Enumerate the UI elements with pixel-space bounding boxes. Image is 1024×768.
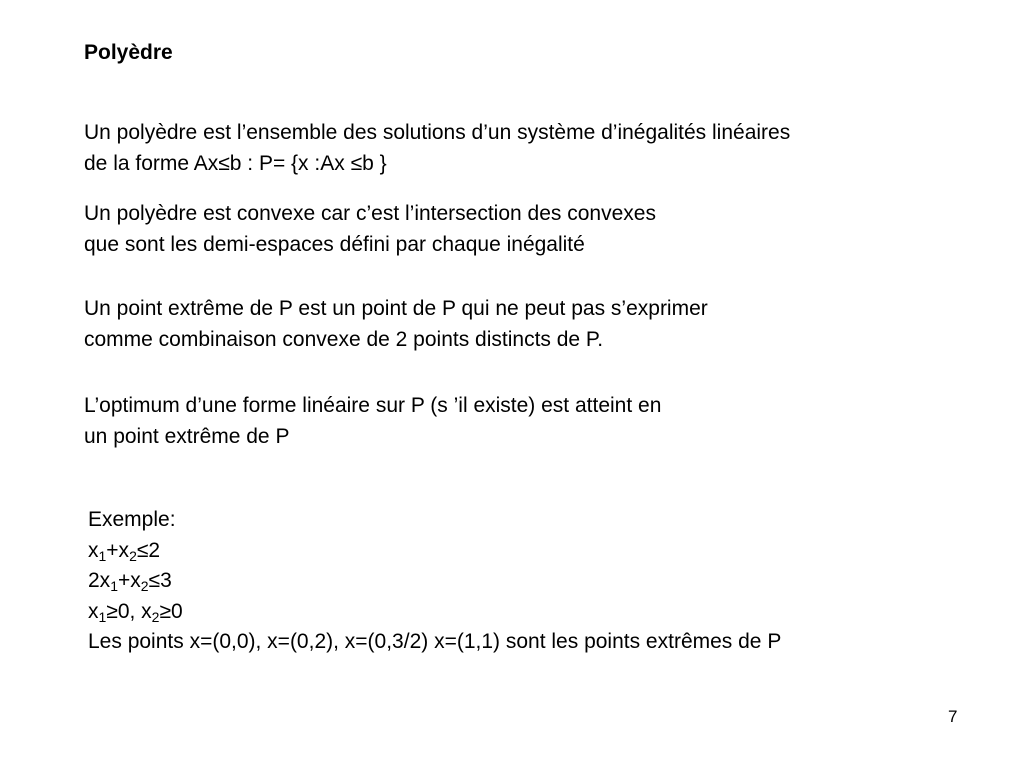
- term: ≤3: [148, 569, 172, 592]
- definition-paragraph: [84, 117, 790, 179]
- term: ≥0, x: [106, 599, 152, 623]
- text-line: Un polyèdre est l’ensemble des solutions d’un système d’inégalités linéaires: [84, 121, 791, 144]
- convexity-paragraph: [84, 198, 656, 260]
- text-line: Un polyèdre est convexe car c’est l’intersection des convexes: [84, 202, 656, 225]
- term: 2x: [88, 569, 111, 592]
- subscript: 1: [98, 608, 107, 625]
- constraint-2: [88, 566, 781, 597]
- term: +x: [117, 569, 141, 592]
- extreme-point-paragraph: [84, 293, 708, 355]
- optimum-paragraph: [84, 390, 661, 452]
- text-line: Un point extrême de P est un point de P qui ne peut pas s’exprimer: [84, 297, 708, 320]
- text-line: L’optimum d’une forme linéaire sur P (s ’il existe) est atteint en: [84, 394, 662, 417]
- text-line: un point extrême de P: [84, 425, 290, 448]
- slide-title: Polyèdre: [84, 41, 173, 64]
- page-number: 7: [948, 707, 958, 726]
- text-line: que sont les demi-espaces défini par chaque inégalité: [84, 233, 585, 256]
- term: x: [88, 538, 99, 562]
- subscript: 1: [98, 547, 107, 564]
- text-line: de la forme Ax≤b : P= {x :Ax ≤b }: [84, 152, 387, 175]
- term: ≤2: [136, 538, 161, 562]
- example-heading: Exemple:: [88, 508, 176, 531]
- term: +x: [106, 538, 130, 562]
- subscript: 2: [140, 578, 149, 594]
- subscript: 2: [129, 547, 137, 564]
- example-block: [88, 505, 781, 658]
- text-line: comme combinaison convexe de 2 points distincts de P.: [84, 328, 604, 351]
- subscript: 2: [151, 608, 160, 625]
- term: x: [88, 599, 99, 623]
- term: ≥0: [159, 599, 183, 623]
- constraint-1: [88, 536, 781, 567]
- subscript: 1: [110, 578, 118, 594]
- example-conclusion: Les points x=(0,0), x=(0,2), x=(0,3/2) x=(1,1) sont les points extrêmes de P: [88, 630, 782, 653]
- constraint-3: [88, 597, 781, 628]
